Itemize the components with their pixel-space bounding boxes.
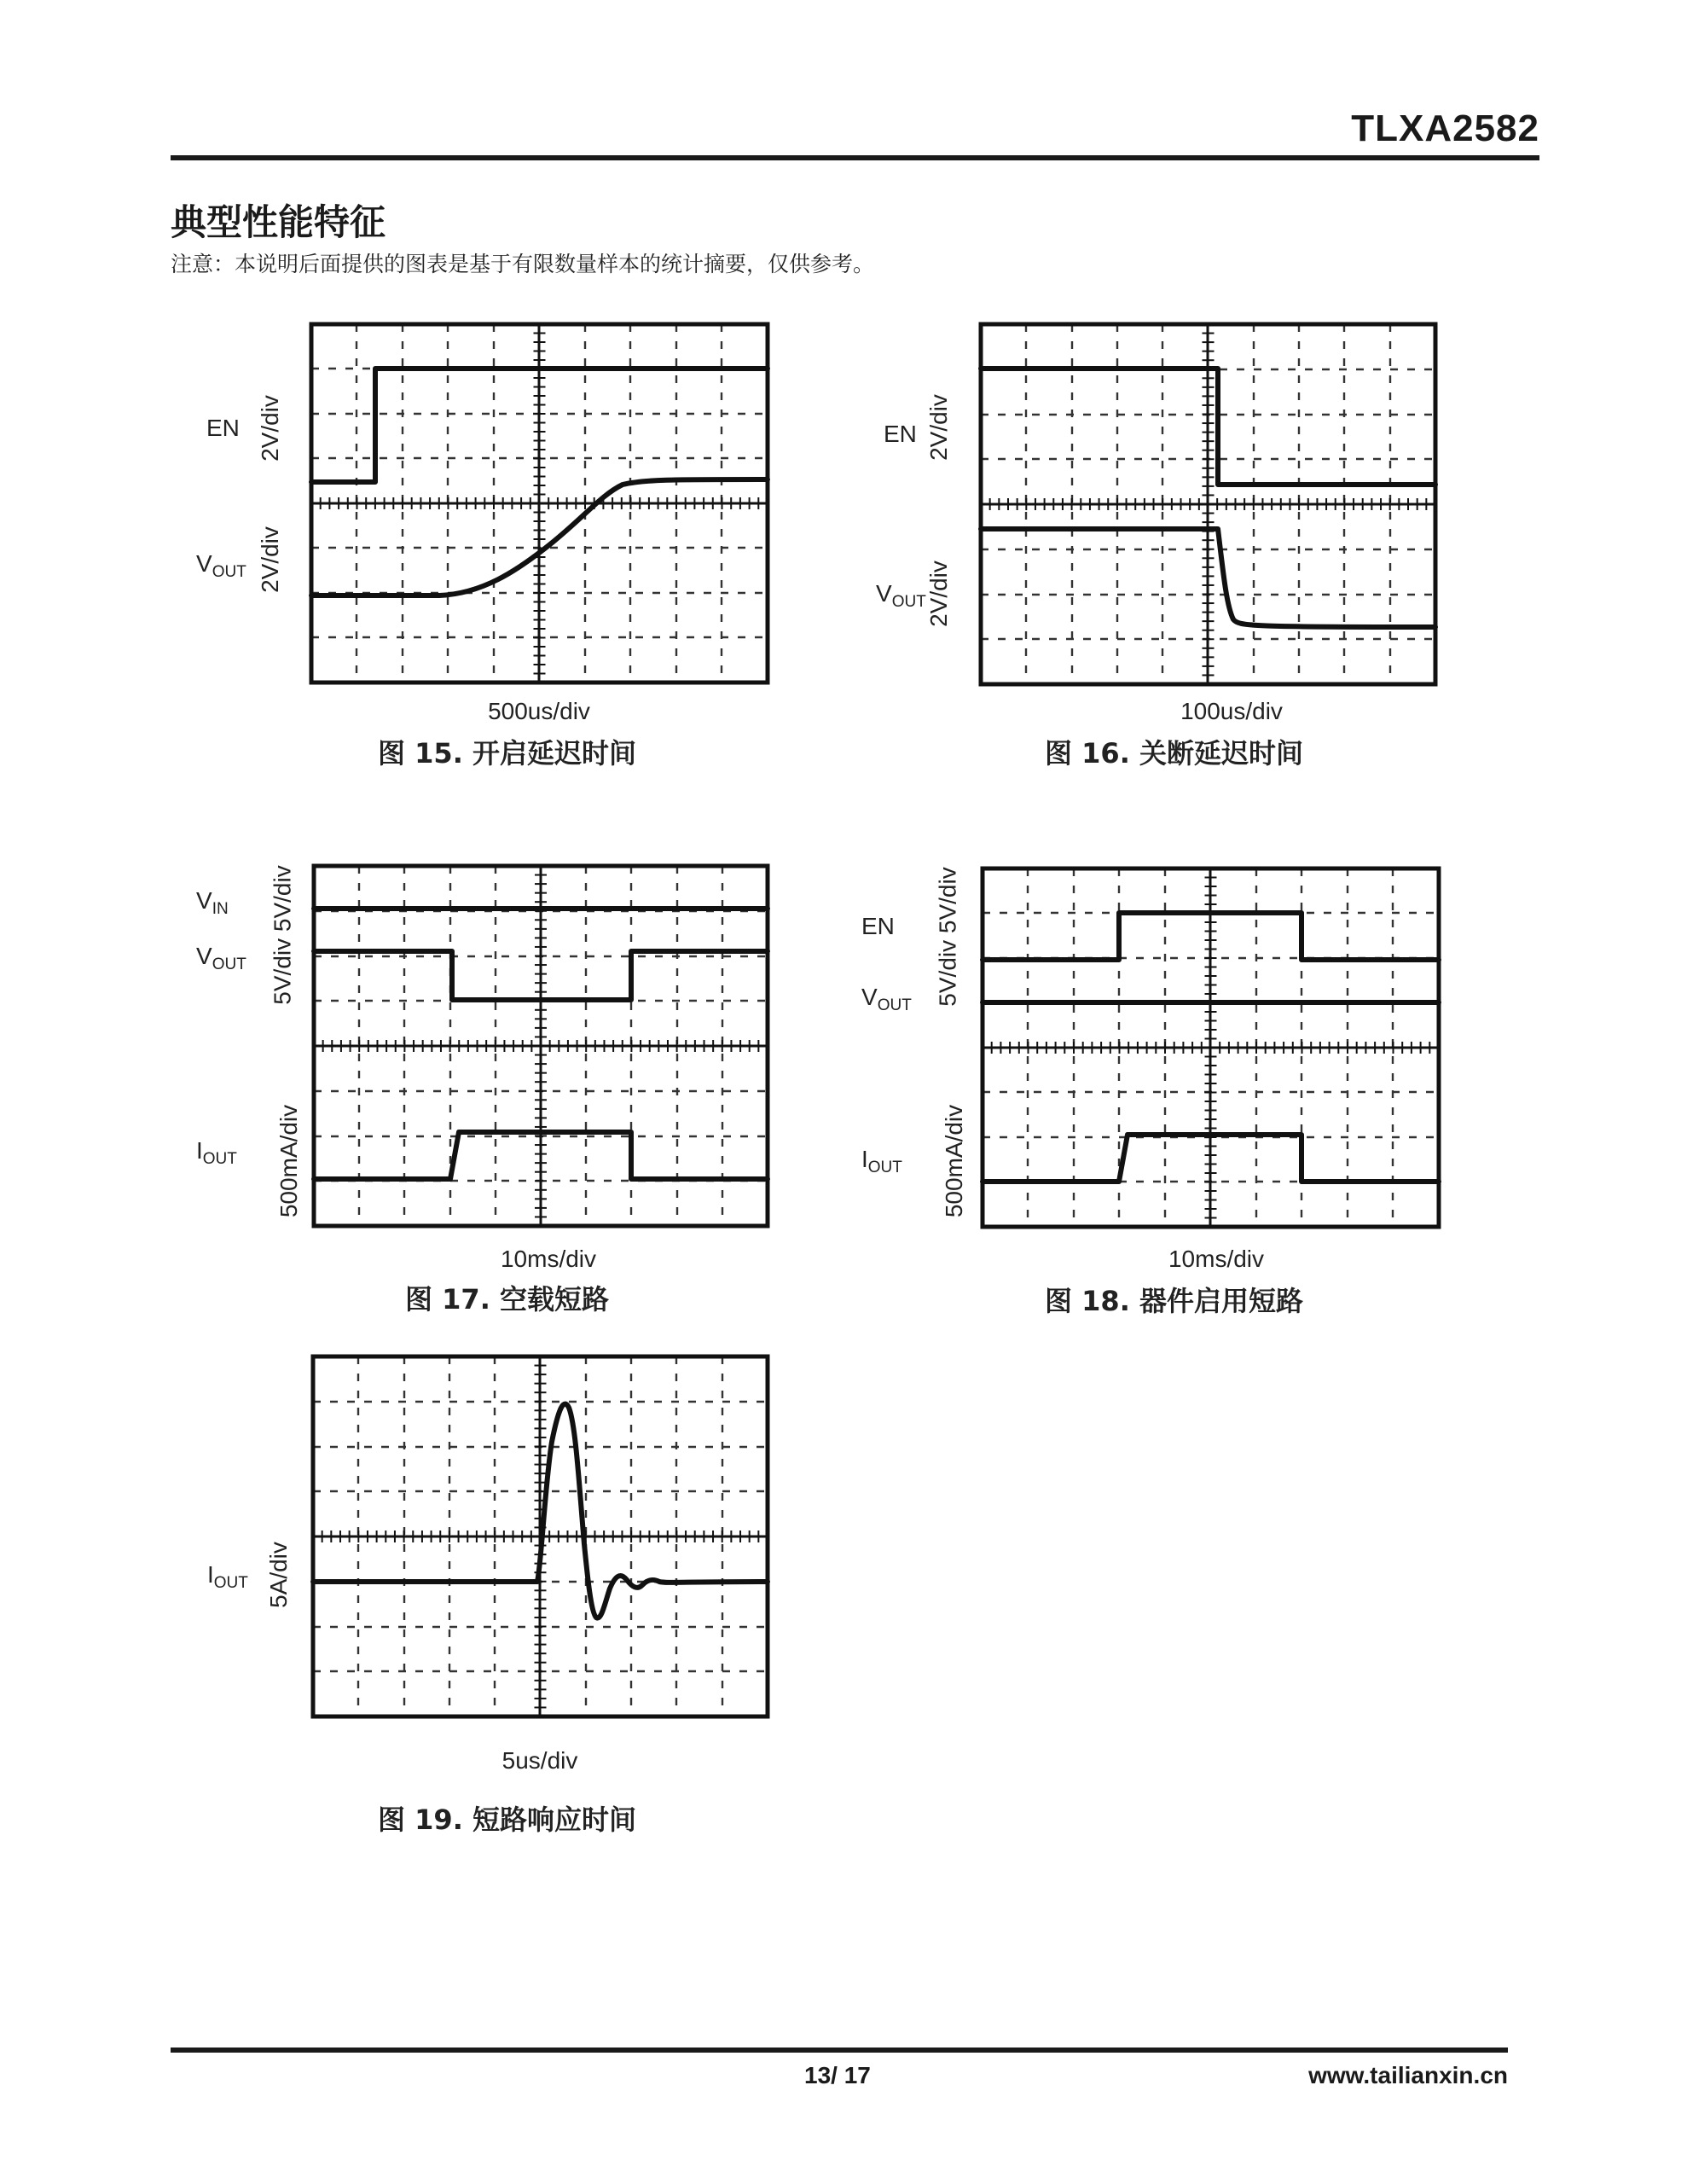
figure-19-iout-label: $I_{OUT}$ bbox=[207, 1561, 248, 1592]
figure-16-vout-scale: 2V/div bbox=[925, 561, 952, 627]
figure-18-current-scale: 500mA/div bbox=[941, 1104, 968, 1218]
website-link[interactable]: www.tailianxin.cn bbox=[1308, 2062, 1508, 2088]
figure-18-caption: 图 18. 器件启用短路 bbox=[1045, 1285, 1303, 1317]
figure-16-caption: 图 16. 关断延迟时间 bbox=[1045, 737, 1303, 770]
figure-17-vin-label: $V_{IN}$ bbox=[196, 887, 229, 918]
figure-15-vout-label: $V_{OUT}$ bbox=[196, 550, 246, 581]
figure-17-voltage-scale: 5V/div 5V/div bbox=[269, 865, 296, 1005]
figure-19-scale: 5A/div bbox=[264, 1542, 292, 1608]
figure-15-x-scale: 500us/div bbox=[488, 698, 590, 724]
figure-16-vout-label: $V_{OUT}$ bbox=[876, 580, 926, 611]
figure-17-scope bbox=[314, 866, 768, 1226]
figure-16-x-scale: 100us/div bbox=[1180, 698, 1283, 724]
figure-15-caption: 图 15. 开启延迟时间 bbox=[378, 737, 636, 770]
figure-17-caption: 图 17. 空载短路 bbox=[405, 1283, 609, 1316]
figure-18-iout-label: $I_{OUT}$ bbox=[861, 1146, 902, 1176]
figure-17-iout-label: $I_{OUT}$ bbox=[196, 1137, 237, 1168]
figure-15-en-label: EN bbox=[206, 415, 240, 441]
figure-18-voltage-scale: 5V/div 5V/div bbox=[934, 867, 961, 1007]
section-note: 注意：本说明后面提供的图表是基于有限数量样本的统计摘要，仅供参考。 bbox=[171, 252, 875, 276]
figure-16-en-scale: 2V/div bbox=[925, 394, 952, 461]
figure-18-scope bbox=[983, 868, 1439, 1227]
figure-15-en-scale: 2V/div bbox=[256, 395, 283, 462]
part-number: TLXA2582 bbox=[1351, 107, 1539, 149]
header-rule bbox=[171, 155, 1539, 160]
figure-17-vout-label: $V_{OUT}$ bbox=[196, 943, 246, 973]
footer-rule bbox=[171, 2048, 1508, 2053]
page-number: 13/ 17 bbox=[804, 2062, 871, 2088]
figure-17-current-scale: 500mA/div bbox=[275, 1104, 303, 1218]
figure-18-x-scale: 10ms/div bbox=[1168, 1246, 1265, 1272]
figure-15-vout-scale: 2V/div bbox=[256, 526, 283, 593]
figure-15-scope bbox=[311, 324, 768, 682]
figure-19-scope bbox=[313, 1356, 768, 1716]
figure-19-caption: 图 19. 短路响应时间 bbox=[378, 1804, 636, 1836]
figure-18-vout-label: $V_{OUT}$ bbox=[861, 984, 912, 1014]
figure-19-x-scale: 5us/div bbox=[501, 1747, 578, 1774]
figure-17-x-scale: 10ms/div bbox=[500, 1246, 597, 1272]
section-title: 典型性能特征 bbox=[171, 201, 386, 243]
figure-16-scope bbox=[981, 324, 1435, 684]
figure-18-en-label: EN bbox=[861, 913, 895, 939]
figure-16-en-label: EN bbox=[884, 421, 917, 447]
